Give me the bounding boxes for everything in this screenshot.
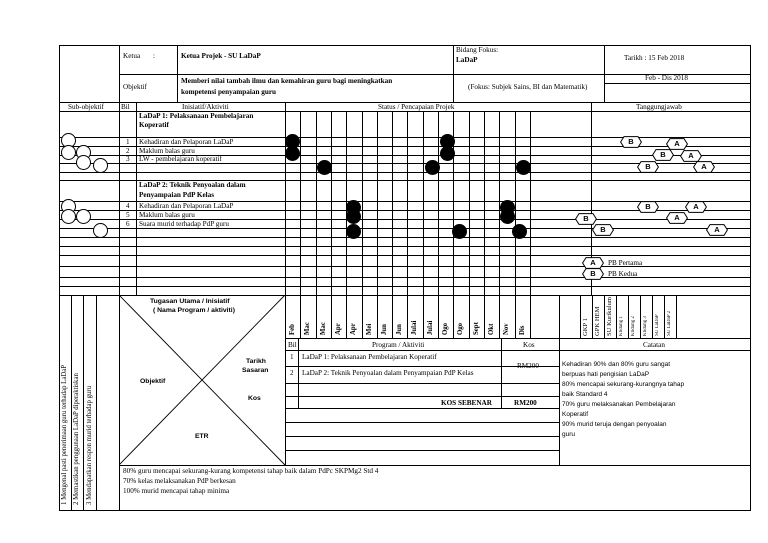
x-matrix-subtitle: ( Nama Program / aktiviti) xyxy=(153,307,235,314)
month-header: Apr xyxy=(350,323,357,335)
col-inisiatif: Inisiatif/Aktiviti xyxy=(182,103,229,111)
activity-text: Maklum balas guru xyxy=(139,147,195,155)
month-header: Mei xyxy=(366,323,373,335)
month-header: Jun xyxy=(396,324,403,335)
ketua-label: Ketua xyxy=(123,52,141,60)
marker-code: B xyxy=(660,150,666,159)
etr-line: 100% murid mencapai tahap minima xyxy=(123,487,230,495)
catatan-line: 70% guru melaksanakan Pembelajaran xyxy=(562,401,676,408)
catatan-line: baik Standard 4 xyxy=(562,391,608,398)
catatan-line: 90% murid teruja dengan penyoalan xyxy=(562,421,667,428)
sub-objective-marker xyxy=(61,209,76,224)
legend-label: PB Pertama xyxy=(608,259,643,267)
catatan-line: Kehadiran 90% dan 80% guru sangat xyxy=(562,361,671,368)
sub-objective-3: 3 Mendapatkan respon murid terhadap guru xyxy=(86,385,93,505)
objektif-label: Objektif xyxy=(123,83,147,91)
responsibility-marker-b xyxy=(620,136,642,148)
activity-no: 5 xyxy=(126,211,130,219)
program-name: LaDaP 2: Teknik Penyoalan dalam Penyampaian PdP Kelas xyxy=(302,369,474,377)
etr-line: 80% guru mencapai sekurang-kurang kompetensi tahap baik dalam PdPc SKPMg2 Std 4 xyxy=(123,467,379,475)
bidang-value: LaDaP xyxy=(456,56,478,64)
schedule-dot xyxy=(285,146,300,161)
month-header: Feb xyxy=(289,324,296,335)
schedule-dot xyxy=(500,209,515,224)
initiative-1-title: LaDaP 1: Pelaksanaan Pembelajaran xyxy=(139,112,254,120)
program-no: 1 xyxy=(290,353,294,361)
month-header: Dis xyxy=(519,325,526,335)
initiative-1-title-2: Koperatif xyxy=(139,121,169,129)
marker-code: B xyxy=(645,162,651,171)
x-matrix-title: Tugasan Utama / Inisiatif xyxy=(150,298,230,305)
responsibility-marker-b xyxy=(637,201,659,213)
catatan-line: guru xyxy=(562,431,576,438)
schedule-dot xyxy=(346,224,361,239)
schedule-dot xyxy=(452,224,467,239)
sub-objective-1: 1 Mengenal pasti penerimaan guru terhadap LaDaP xyxy=(61,364,68,505)
responsibility-marker-a xyxy=(706,224,728,236)
responsibility-marker-a xyxy=(693,161,715,173)
schedule-dot xyxy=(512,224,527,239)
x-matrix-bottom: ETR xyxy=(195,433,209,440)
bidang-label: Bidang Fokus: xyxy=(456,46,499,54)
kos-sebenar-label: KOS SEBENAR xyxy=(441,399,492,407)
responsibility-marker-b xyxy=(592,224,614,236)
month-header: Sept xyxy=(473,322,480,335)
marker-code: B xyxy=(645,202,651,211)
role-header: Ktidang 3 xyxy=(643,316,648,336)
etr-line: 70% kelas melaksanakan PdP berkesan xyxy=(123,477,236,485)
marker-code: A xyxy=(693,202,699,211)
sub-objective-marker xyxy=(76,209,91,224)
marker-code: B xyxy=(628,137,634,146)
ketua-value: Ketua Projek - SU LaDaP xyxy=(181,52,261,60)
fokus: (Fokus: Subjek Sains, BI dan Matematik) xyxy=(468,83,588,91)
schedule-dot xyxy=(425,160,440,175)
month-header: Ogo xyxy=(442,322,449,335)
marker-code: A xyxy=(674,139,680,148)
activity-no: 2 xyxy=(126,147,130,155)
month-header: Apr xyxy=(335,323,342,335)
marker-code: A xyxy=(701,162,707,171)
col-status: Status / Pencapaian Projek xyxy=(378,103,455,111)
col-sub-objektif: Sub-objektif xyxy=(68,103,104,111)
legend-code: B xyxy=(590,269,596,278)
responsibility-marker-b xyxy=(652,149,674,161)
catatan-line: Koperatif xyxy=(562,411,589,418)
objektif-line1: Memberi nilai tambah ilmu dan kemahiran guru bagi meningkatkan xyxy=(181,77,393,85)
program-no: 2 xyxy=(290,369,294,377)
role-header: SU Kurikulum xyxy=(606,296,613,336)
initiative-2-title: LaDaP 2: Teknik Penyoalan dalam xyxy=(139,181,246,189)
sub-objective-2: 2 Memastikan penggunaan LaDaP diperaktiskan xyxy=(73,373,80,505)
activity-text: Suara murid terhadap PdP guru xyxy=(139,220,229,228)
role-header: SU LaDaP 2 xyxy=(667,310,672,336)
activity-no: 1 xyxy=(126,138,130,146)
responsibility-marker-a xyxy=(666,212,688,224)
activity-text: Kehadiran dan Pelaporan LaDaP xyxy=(139,202,234,210)
tarikh: Tarikh : 15 Feb 2018 xyxy=(624,54,685,62)
legend-marker-b xyxy=(582,268,604,280)
schedule-dot xyxy=(346,209,361,224)
activity-no: 4 xyxy=(126,202,130,210)
initiative-2-title-2: Penyampaian PdP Kelas xyxy=(139,191,215,199)
month-header: Julai xyxy=(411,320,418,335)
program-col-kos: Kos xyxy=(523,341,535,349)
program-col-catatan: Catatan xyxy=(643,341,665,349)
month-header: Mac xyxy=(320,322,327,335)
ketua-colon: : xyxy=(153,52,155,60)
responsibility-marker-a xyxy=(685,201,707,213)
month-header: Mac xyxy=(304,322,311,335)
marker-code: B xyxy=(583,214,589,223)
month-header: Ogo xyxy=(457,322,464,335)
marker-code: A xyxy=(674,213,680,222)
month-header: Jun xyxy=(381,324,388,335)
activity-text: Maklum balas guru xyxy=(139,211,195,219)
program-name: LaDaP 1: Pelaksanaan Pembelajaran Koperatif xyxy=(302,353,437,361)
sub-objective-marker xyxy=(76,155,91,170)
col-tanggungjawab: Tanggungjawab xyxy=(636,103,682,111)
role-header: GKP 1 xyxy=(582,318,589,336)
month-header: Okt xyxy=(488,323,495,335)
schedule-dot xyxy=(317,160,332,175)
sub-objective-marker xyxy=(93,223,108,238)
role-header: Ktidang 1 xyxy=(619,316,624,336)
activity-no: 6 xyxy=(126,220,130,228)
x-matrix-right-2: Sasaran xyxy=(242,367,269,374)
objektif-line2: kompetensi penyampaian guru xyxy=(181,88,277,96)
x-matrix-right-1: Tarikh xyxy=(246,358,266,365)
activity-text: LW - pembelajaran koperatif xyxy=(139,155,222,163)
kos-sebenar-value: RM200 xyxy=(514,399,537,407)
schedule-dot xyxy=(516,160,531,175)
marker-code: A xyxy=(714,225,720,234)
legend-label: PB Kedua xyxy=(608,270,638,278)
program-col-program: Program / Aktiviti xyxy=(372,341,425,349)
month-header: Nov xyxy=(503,323,510,335)
x-matrix-left: Objektif xyxy=(140,378,166,385)
sub-objective-marker xyxy=(61,145,76,160)
activity-no: 3 xyxy=(126,155,130,163)
marker-code: A xyxy=(688,151,694,160)
role-header: Ktidang 2 xyxy=(631,316,636,336)
role-header: SU LaDaP xyxy=(655,314,660,336)
program-kos: RM200 xyxy=(517,362,539,370)
legend-code: A xyxy=(590,258,596,267)
sub-objective-marker xyxy=(93,158,108,173)
col-bil: Bil xyxy=(121,103,130,111)
responsibility-marker-b xyxy=(637,161,659,173)
schedule-dot xyxy=(440,146,455,161)
x-matrix-right-3: Kos xyxy=(248,395,261,402)
role-header: GPK HEM xyxy=(594,306,601,336)
program-col-bil: Bil xyxy=(288,341,297,349)
marker-code: B xyxy=(600,225,606,234)
catatan-line: berpuas hati pengisian LaDaP xyxy=(562,371,650,378)
month-header: Julai xyxy=(427,320,434,335)
catatan-line: 80% mencapai sekurang-kurangnya tahap xyxy=(562,381,685,388)
period: Feb - Dis 2018 xyxy=(645,74,688,82)
activity-text: Kehadiran dan Pelaporan LaDaP xyxy=(139,138,234,146)
